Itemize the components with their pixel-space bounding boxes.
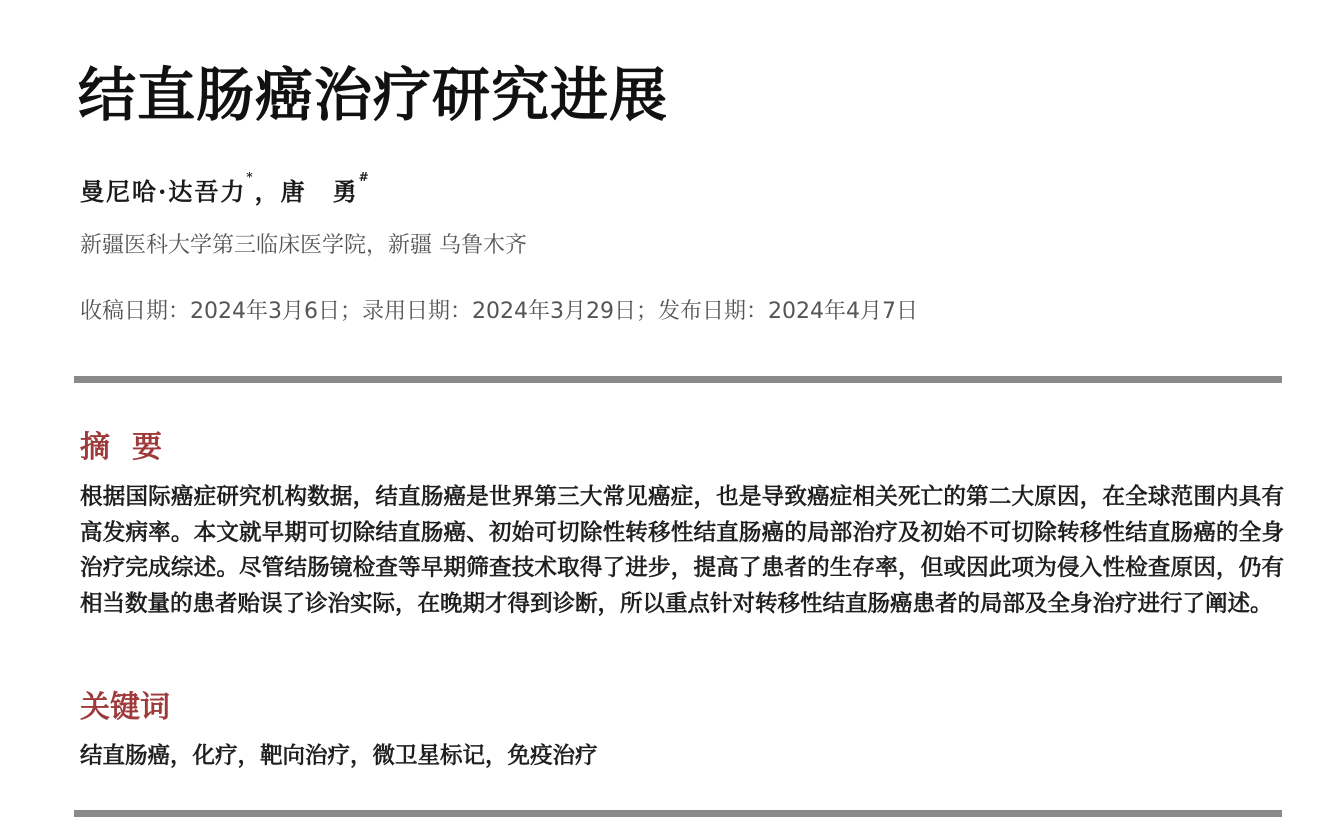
publication-dates: 收稿日期：2024年3月6日；录用日期：2024年3月29日；发布日期：2024年4月7日 [80,299,918,324]
keywords-body: 结直肠癌，化疗，靶向治疗，微卫星标记，免疫治疗 [80,743,598,769]
author-second-mark: # [358,170,371,184]
author-second: 唐 勇 [280,177,359,206]
keywords-heading: 关键词 [80,690,170,725]
author-separator: ， [254,177,281,206]
divider-bottom [74,810,1282,817]
abstract-body: 根据国际癌症研究机构数据，结直肠癌是世界第三大常见癌症，也是导致癌症相关死亡的第二大原因，在全球范围内具有高发病率。本文就早期可切除结直肠癌、初始可切除性转移性结直肠癌的局部治疗及初始不可切除转移性结直肠癌的全身治疗完成综述。尽管结肠镜检查等早期筛查技术取得了进步，提高了患者的生存率，但或因此项为侵入性检查原因，仍有相当数量的患者贻误了诊治实际，在晚期才得到诊断，所以重点针对转移性结直肠癌患者的局部及全身治疗进行了阐述。 [80,484,1284,617]
author-line [80,172,371,207]
affiliation: 新疆医科大学第三临床医学院，新疆 乌鲁木齐 [80,233,527,258]
paper-title: 结直肠癌治疗研究进展 [78,61,669,129]
divider-top [74,376,1282,383]
abstract-heading: 摘要 [80,430,184,465]
author-first-mark: * [246,170,255,184]
author-first: 曼尼哈·达吾力 [80,177,247,206]
